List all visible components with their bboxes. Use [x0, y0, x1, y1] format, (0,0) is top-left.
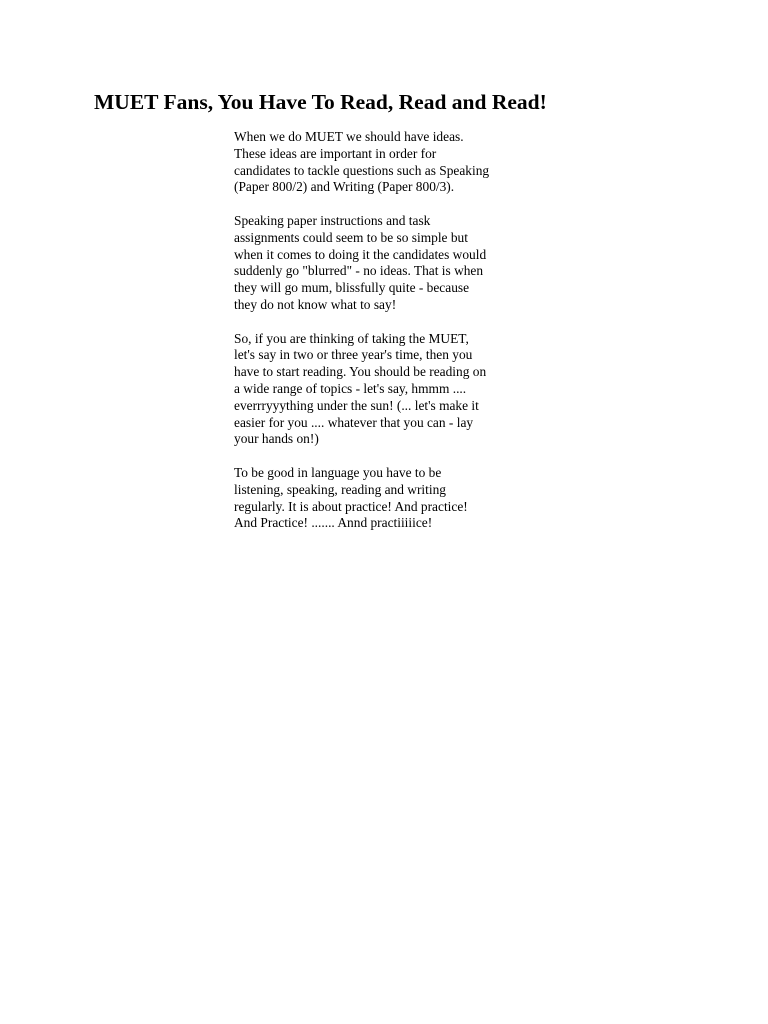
text-line: regularly. It is about practice! And practice!: [234, 498, 468, 514]
article-body: [234, 129, 534, 549]
text-line: have to start reading. You should be reading on: [234, 364, 487, 380]
text-line: when it comes to doing it the candidates would: [234, 246, 487, 262]
text-line: And Practice! ....... Annd practiiiiice!: [234, 515, 433, 531]
text-line: listening, speaking, reading and writing: [234, 481, 446, 497]
text-line: So, if you are thinking of taking the MUET,: [234, 330, 469, 346]
text-line: Speaking paper instructions and task: [234, 212, 431, 228]
paragraph-3: [234, 331, 534, 449]
page-title: MUET Fans, You Have To Read, Read and Read!: [94, 90, 547, 114]
text-line: a wide range of topics - let's say, hmmm ....: [234, 380, 467, 396]
text-line: let's say in two or three year's time, then you: [234, 347, 473, 363]
text-line: everrryyything under the sun! (... let's make it: [234, 397, 479, 413]
paragraph-4: [234, 465, 534, 532]
text-line: candidates to tackle questions such as Speaking: [234, 162, 490, 178]
text-line: These ideas are important in order for: [234, 145, 437, 161]
text-line: they will go mum, blissfully quite - because: [234, 280, 470, 296]
text-line: (Paper 800/2) and Writing (Paper 800/3).: [234, 179, 455, 195]
paragraph-2: [234, 213, 534, 314]
text-line: When we do MUET we should have ideas.: [234, 129, 464, 144]
text-line: easier for you .... whatever that you can - lay: [234, 414, 474, 430]
paragraph-1: [234, 129, 534, 196]
text-line: To be good in language you have to be: [234, 464, 442, 480]
text-line: your hands on!): [234, 431, 319, 447]
text-line: assignments could seem to be so simple but: [234, 229, 468, 245]
text-line: suddenly go "blurred" - no ideas. That is when: [234, 263, 484, 279]
text-line: they do not know what to say!: [234, 296, 397, 312]
